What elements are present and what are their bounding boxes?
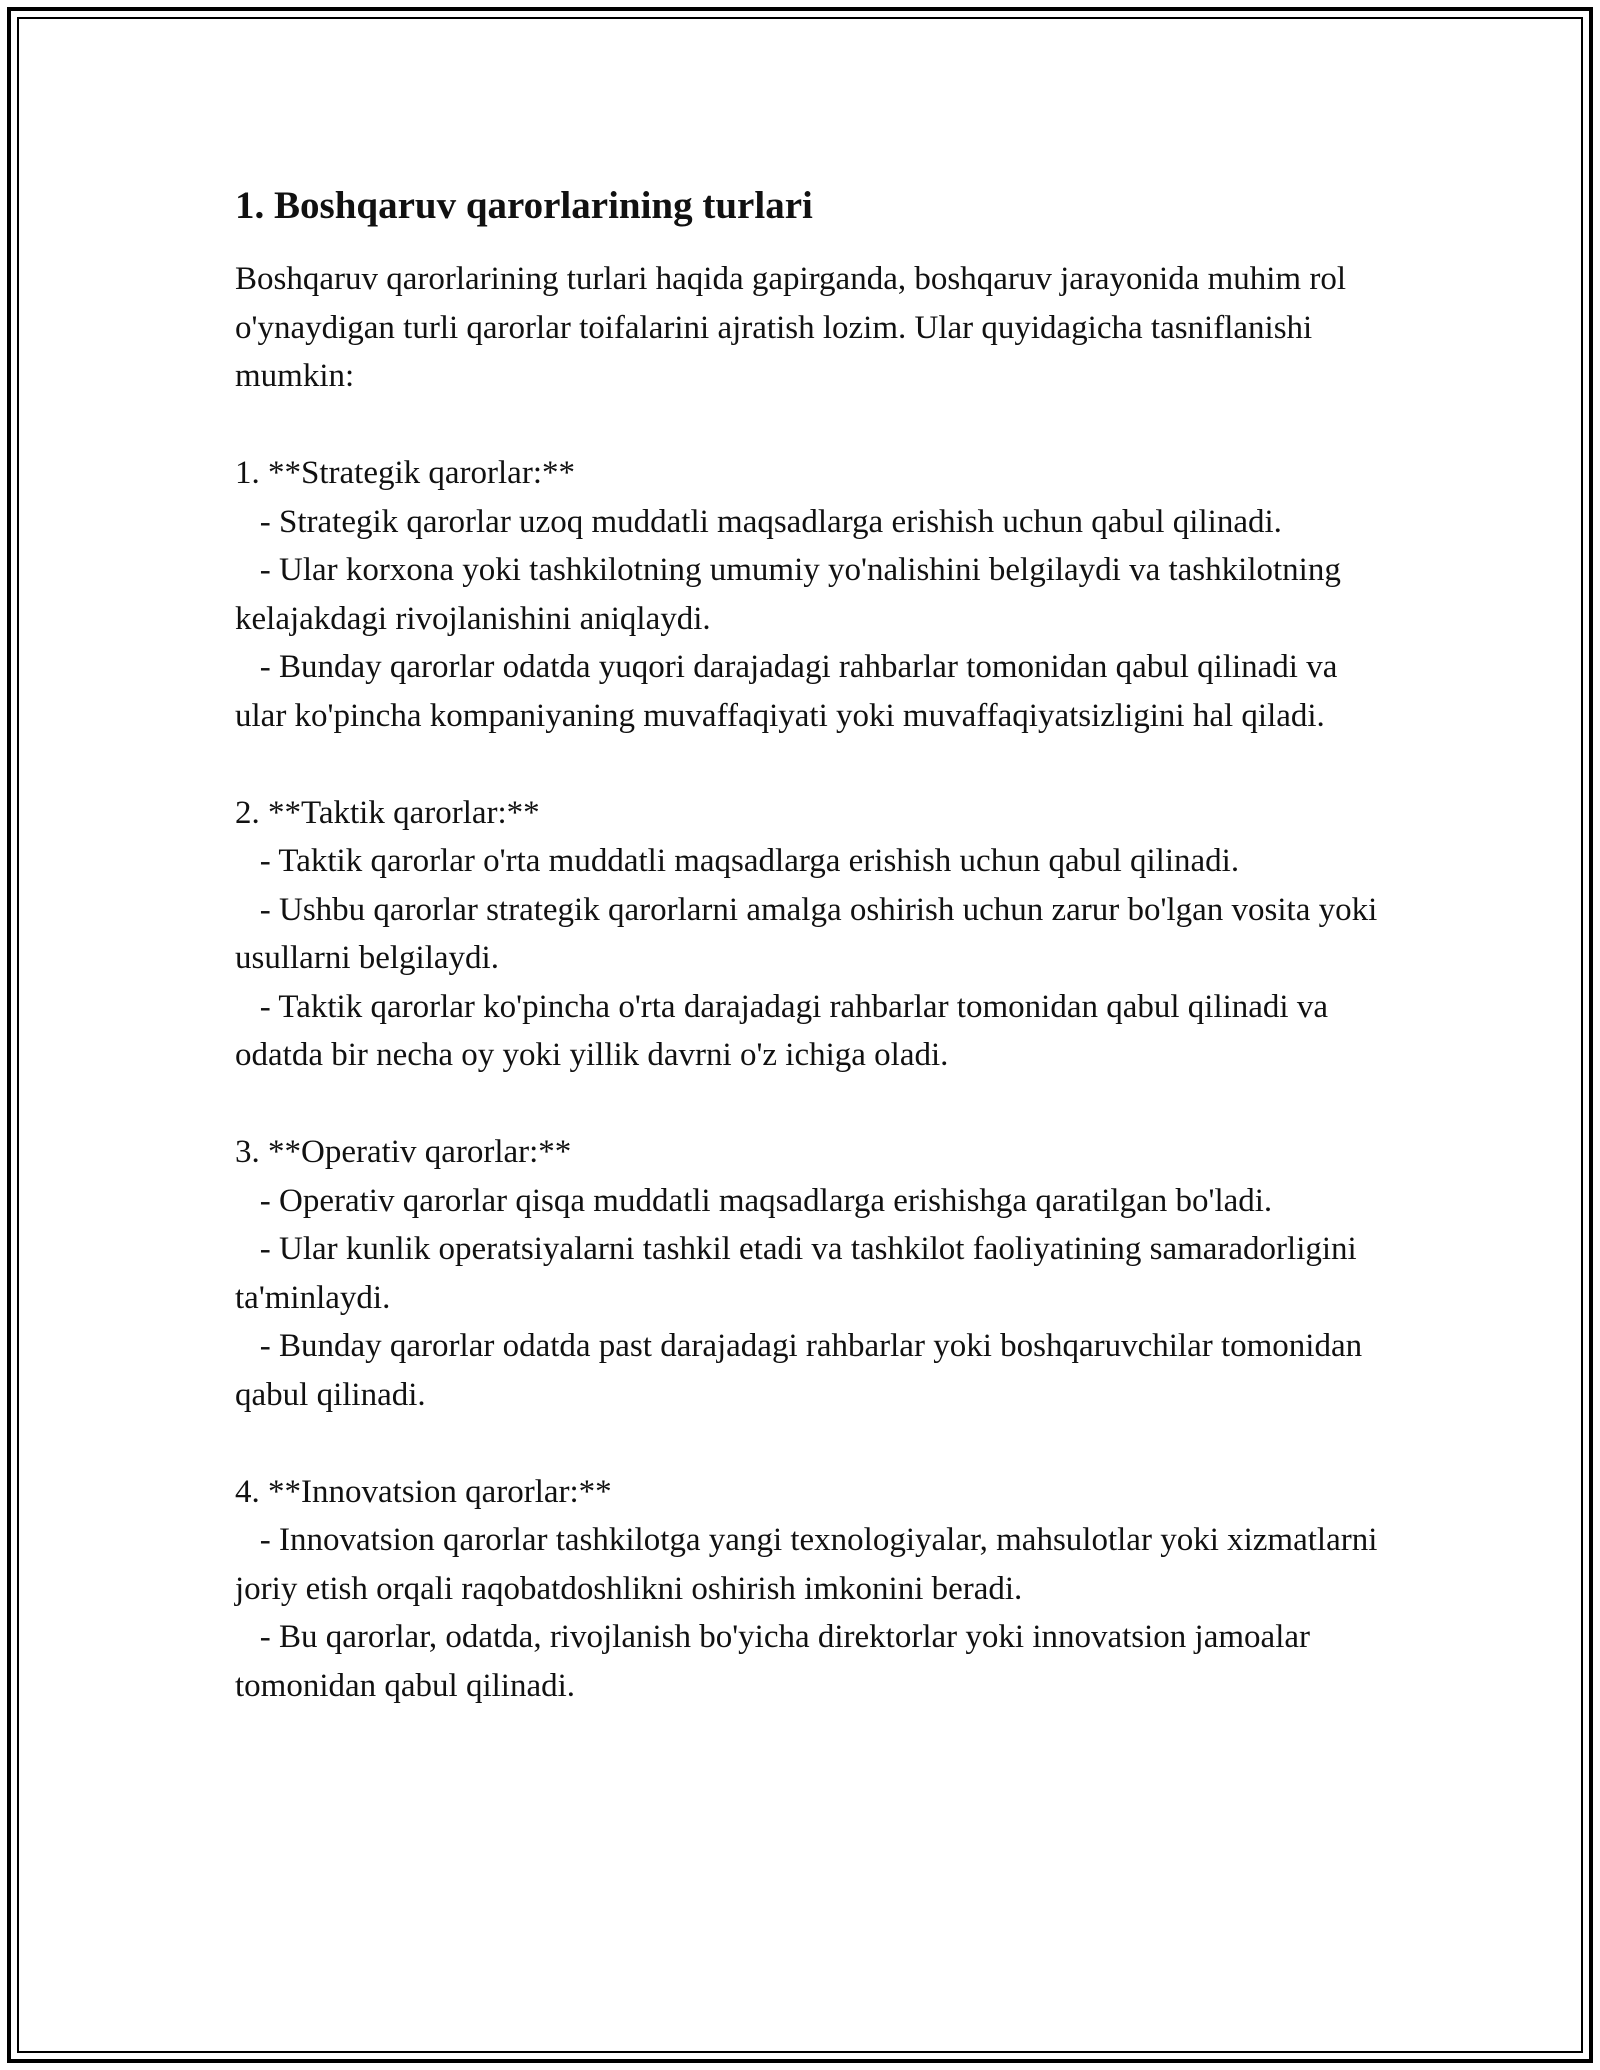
bullet-item: - Taktik qarorlar ko'pincha o'rta darajadagi rahbarlar tomonidan qabul qilinadi va odatda bir necha oy yoki yillik davrni o'z ichiga oladi. — [235, 988, 1337, 1073]
bullet-item: - Operativ qarorlar qisqa muddatli maqsadlarga erishishga qaratilgan bo'ladi. — [235, 1182, 1273, 1219]
section-operativ — [235, 1128, 1395, 1419]
section-heading: 4. **Innovatsion qarorlar:** — [235, 1473, 612, 1510]
bullet-item: - Bunday qarorlar odatda past darajadagi rahbarlar yoki boshqaruvchilar tomonidan qabul qilinadi. — [235, 1328, 1371, 1413]
section-heading: 2. **Taktik qarorlar:** — [235, 794, 540, 831]
bullet-item: - Bunday qarorlar odatda yuqori darajadagi rahbarlar tomonidan qabul qilinadi va ular ko'pincha kompaniyaning muvaffaqiyati yoki muvaffaqiyatsizligini hal qiladi. — [235, 649, 1346, 734]
section-innovatsion — [235, 1468, 1395, 1711]
bullet-item: - Innovatsion qarorlar tashkilotga yangi texnologiyalar, mahsulotlar yoki xizmatlarni joriy etish orqali raqobatdoshlikni oshirish imkonini beradi. — [235, 1522, 1386, 1607]
section-heading: 3. **Operativ qarorlar:** — [235, 1134, 572, 1170]
bullet-item: - Taktik qarorlar o'rta muddatli maqsadlarga erishish uchun qabul qilinadi. — [235, 843, 1240, 879]
bullet-item: - Ular korxona yoki tashkilotning umumiy yo'nalishini belgilaydi va tashkilotning kelajakdagi rivojlanishini aniqlaydi. — [235, 552, 1350, 637]
section-taktik — [235, 789, 1395, 1080]
document-title: 1. Boshqaruv qarorlarining turlari — [235, 184, 813, 227]
document-body — [235, 182, 1395, 1710]
bullet-item: - Bu qarorlar, odatda, rivojlanish bo'yicha direktorlar yoki innovatsion jamoalar tomonidan qabul qilinadi. — [235, 1619, 1319, 1704]
bullet-item: - Ular kunlik operatsiyalarni tashkil etadi va tashkilot faoliyatining samaradorligini ta'minlaydi. — [235, 1231, 1365, 1316]
bullet-item: - Ushbu qarorlar strategik qarorlarni amalga oshirish uchun zarur bo'lgan vosita yoki usullarni belgilaydi. — [235, 891, 1386, 976]
intro-paragraph: Boshqaruv qarorlarining turlari haqida gapirganda, boshqaruv jarayonida muhim rol o'ynaydigan turli qarorlar toifalarini ajratish lozim. Ular quyidagicha tasniflanishi mumkin: — [235, 261, 1355, 394]
section-strategik — [235, 449, 1395, 740]
section-heading: 1. **Strategik qarorlar:** — [235, 455, 575, 491]
bullet-item: - Strategik qarorlar uzoq muddatli maqsadlarga erishish uchun qabul qilinadi. — [235, 503, 1282, 540]
